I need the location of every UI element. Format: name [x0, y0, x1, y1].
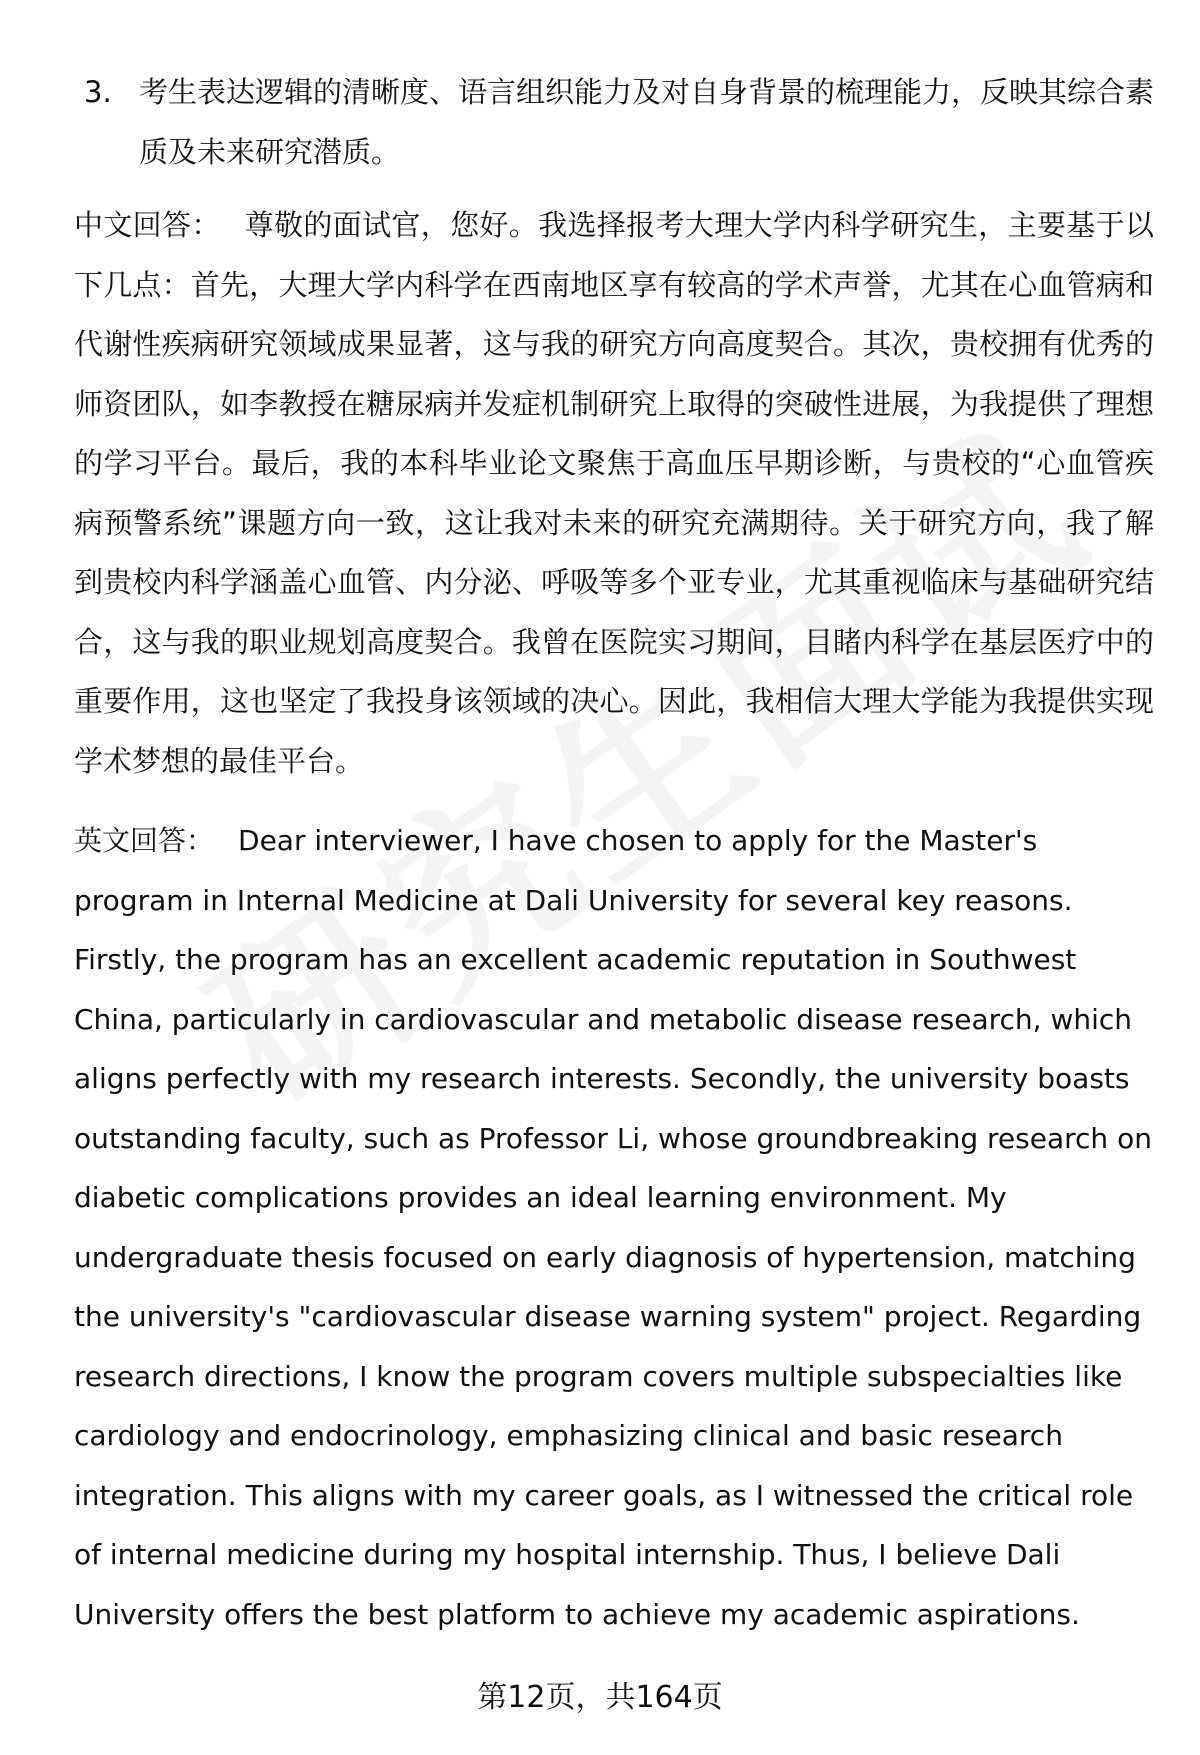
chinese-answer-text: 尊敬的面试官，您好。我选择报考大理大学内科学研究生，主要基于以下几点：首先，大理大学内科学在西南地区享有较高的学术声誉，尤其在心血管病和代谢性疾病研究领域成果显著，这与我的研究方向高度契合。其次，贵校拥有优秀的师资团队，如李教授在糖尿病并发症机制研究上取得的突破性进展，为我提供了理想的学习平台。最后，我的本科毕业论文聚焦于高血压早期诊断，与贵校的“心血管疾病预警系统”课题方向一致，这让我对未来的研究充满期待。关于研究方向，我了解到贵校内科学涵盖心血管、内分泌、呼吸等多个亚专业，尤其重视临床与基础研究结合，这与我的职业规划高度契合。我曾在医院实习期间，目睹内科学在基层医疗中的重要作用，这也坚定了我投身该领域的决心。因此，我相信大理大学能为我提供实现学术梦想的最佳平台。: [74, 208, 1154, 778]
chinese-answer-paragraph: [74, 196, 1154, 791]
english-answer-label: 英文回答：: [74, 824, 215, 857]
list-text: 考生表达逻辑的清晰度、语言组织能力及对自身背景的梳理能力，反映其综合素质及未来研究潜质。: [139, 75, 1155, 169]
chinese-answer-label: 中文回答：: [74, 208, 221, 242]
document-page: [74, 62, 1154, 1644]
english-answer-paragraph: [74, 811, 1154, 1644]
page-number: 第12页，共164页: [477, 1680, 723, 1715]
english-answer-text: Dear interviewer, I have chosen to apply for the Master's program in Internal Medicine at Dali University for several key reasons. Firstly, the program has an excellent academic reputation in Southwest China, particularly in cardiovascular and metabolic disease research, which aligns perfectly with my research interests. Secondly, the university boasts outstanding faculty, such as Professor Li, whose groundbreaking research on diabetic complications provides an ideal learning environment. My undergraduate thesis focused on early diagnosis of hypertension, matching the university's "cardiovascular disease warning system" project. Regarding research directions, I know the program covers multiple subspecialties like cardiology and endocrinology, emphasizing clinical and basic research integration. This aligns with my career goals, as I witnessed the critical role of internal medicine during my hospital internship. Thus, I believe Dali University offers the best platform to achieve my academic aspirations.: [74, 824, 1152, 1631]
list-number: 3.: [84, 75, 112, 109]
list-item-3: [74, 62, 1154, 182]
